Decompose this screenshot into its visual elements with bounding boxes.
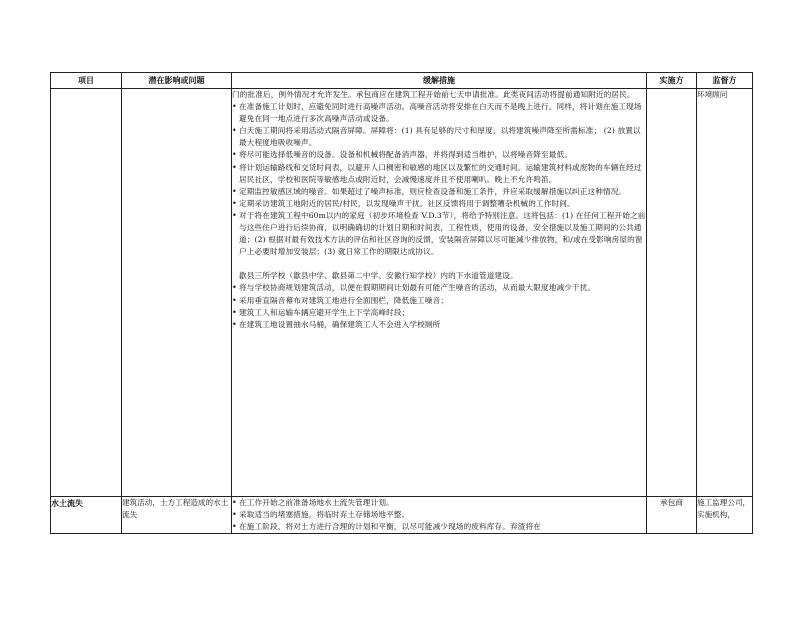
- measure-bullet: • 在准备施工计划时，应避免同时进行高噪声活动。高噪音活动将安排在白天而不是晚上进行。同样，将计划在施工现场避免在同一地点进行多次高噪声活动或设备。: [232, 101, 646, 125]
- school-intro: 歙县三所学校（歙县中学、歙县第二中学、安徽行知学校）内的下水道管道建设。: [239, 271, 518, 281]
- row2-measures: [232, 497, 647, 534]
- school-bullet: • 在建筑工地设置抽水马桶，确保建筑工人不会进入学校厕所: [232, 319, 646, 331]
- measure-bullet: • 在工作开始之前准备场地水土流失管理计划。: [232, 497, 646, 509]
- header-measure: 缓解措施: [232, 73, 647, 89]
- table-row-noise: [51, 89, 753, 497]
- row1-item: [51, 89, 122, 497]
- row1-impact: [122, 89, 232, 497]
- row2-supervisor: 施工监理公司，实施机构，: [697, 497, 753, 534]
- row2-item: 水土流失: [51, 497, 122, 534]
- row1-measures: [232, 89, 647, 497]
- measure-bullet: • 将计划运输路线和交货时间表，以避开人口稠密和敏感的地区以及繁忙的交通时间。运输建筑材料或废物的车辆在经过居民社区，学校和医院等敏感地点或附近时，会减慢速度并且不使用喇叭。晚上不允许鸣笛。: [232, 162, 646, 186]
- measure-bullet: • 将尽可能选择低噪音的设备。设备和机械将配备消声器，并将得到适当维护，以将噪音降至最低。: [232, 149, 646, 161]
- measure-bullet: • 在施工阶段，将对土方进行合理的计划和平衡，以尽可能减少现场的废料库存。弃渣将在: [232, 521, 646, 533]
- measure-continuation: 门的批准后，例外情况才允许发生。承包商应在建筑工程开始前七天申请批准。此类夜间活动将提前通知附近的居民。: [232, 90, 635, 99]
- header-impact: 潜在影响或问题: [122, 73, 232, 89]
- measure-bullet: • 采取适当的堵塞措施，将临时弃土存储场地平整。: [232, 509, 646, 521]
- header-item: 项目: [51, 73, 122, 89]
- measure-bullet: • 定期采访建筑工地附近的居民/村民，以发现噪声干扰。社区反馈将用于调整嘈杂机械的工作时间。: [232, 198, 646, 210]
- header-implementer: 实施方: [647, 73, 697, 89]
- measure-bullet: • 白天施工期间将采用活动式隔音屏障。屏障将：(1) 具有足够的尺寸和厚度，以将建筑噪声降至所需标准； (2) 放置以最大程度地吸收噪声。: [232, 125, 646, 149]
- header-supervisor: 监督方: [697, 73, 753, 89]
- row1-supervisor: 环境顾问: [697, 89, 753, 497]
- row2-implementer: 承包商: [647, 497, 697, 534]
- table-header-row: [51, 73, 753, 89]
- row2-impact: 建筑活动，土方工程造成的水土流失: [122, 497, 232, 534]
- row1-implementer: [647, 89, 697, 497]
- measure-bullet: • 定期监控敏感区域的噪音。如果超过了噪声标准，则应检查设备和施工条件，并应采取缓解措施以纠正这种情况。: [232, 186, 646, 198]
- paragraph-spacer: [232, 258, 646, 270]
- measure-bullet: • 对于将在建筑工程中60m以内的家庭（初步环境检查 V.D.3节），将给予特别注意。这将包括：(1) 在任何工程开始之前与这些住户进行后续协商，以明确确切的计划日期和时间表，工程性质，使用的设备，安全措施以及施工期间的公共通道；(2) 根据对最有效技术方法的评估和社区咨询的反馈，安装隔音屏障以尽可能减少排放物，和/或在受影响房屋的窗户上必要时增加安装层；(3) 就日常工作的期限达成协议。: [232, 210, 646, 258]
- school-bullet: • 建筑工人和运输车辆应避开学生上下学高峰时段；: [232, 307, 646, 319]
- school-bullet: • 将与学校协商规划建筑活动，以便在假期期间计划最有可能产生噪音的活动，从而最大限度地减少干扰。: [232, 282, 646, 294]
- mitigation-table: [50, 72, 753, 534]
- table-row-soil-erosion: [51, 497, 753, 534]
- school-bullet: • 采用垂直隔音幕布对建筑工地进行全面围栏，降低施工噪音；: [232, 295, 646, 307]
